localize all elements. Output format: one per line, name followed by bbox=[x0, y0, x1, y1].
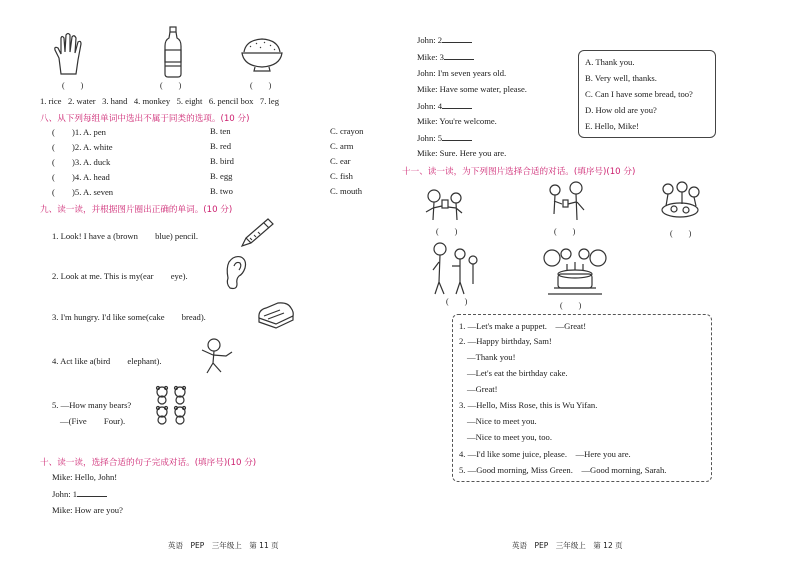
sec8-q[interactable]: ( )4. A. head bbox=[52, 172, 110, 182]
juice-kids-icon bbox=[544, 180, 588, 224]
sec8-q[interactable]: ( )1. A. pen bbox=[52, 127, 106, 137]
child-acting-icon bbox=[196, 336, 236, 378]
word-bank-item: 4. monkey bbox=[133, 96, 171, 106]
dialog-option: —Thank you! bbox=[467, 352, 516, 362]
dialog-option: —Great! bbox=[467, 384, 498, 394]
option-item: A. Thank you. bbox=[585, 57, 635, 67]
birthday-cake-icon bbox=[540, 246, 610, 298]
dialog-option: —Nice to meet you, too. bbox=[467, 432, 552, 442]
word-bank-item: 7. leg bbox=[259, 96, 279, 106]
sec8-c: C. arm bbox=[330, 141, 354, 151]
option-item: D. How old are you? bbox=[585, 105, 657, 115]
pencil-icon bbox=[240, 216, 276, 248]
dialog-line[interactable] bbox=[417, 34, 472, 45]
sec9-question-5a: 5. —How many bears? bbox=[52, 400, 132, 410]
dialog-line: Mike: Sure. Here you are. bbox=[417, 148, 507, 158]
ear-icon bbox=[224, 254, 248, 292]
option-item: E. Hello, Mike! bbox=[585, 121, 639, 131]
word-bank-item: 1. rice bbox=[40, 96, 62, 106]
sec9-question-4[interactable]: 4. Act like a(bird elephant). bbox=[52, 356, 162, 366]
sec8-b: B. ten bbox=[210, 126, 231, 136]
dialog-option: 4. —I'd like some juice, please. —Here you are. bbox=[459, 449, 631, 459]
picture-answer-paren[interactable]: ( ) bbox=[670, 229, 692, 238]
answer-blank[interactable] bbox=[444, 51, 474, 60]
dialog-line: Mike: Hello, John! bbox=[52, 472, 118, 482]
picture-answer-paren[interactable]: ( ) bbox=[446, 297, 468, 306]
option-item: C. Can I have some bread, too? bbox=[585, 89, 693, 99]
section-8-title: 八、从下列每组单词中选出不属于同类的选项。(10 分) bbox=[40, 114, 250, 124]
dialog-option: 1. —Let's make a puppet. —Great! bbox=[459, 321, 587, 331]
section-10-title: 十、读一读，选择合适的句子完成对话。(填序号)(10 分) bbox=[40, 458, 257, 468]
option-item: B. Very well, thanks. bbox=[585, 73, 657, 83]
word-bank bbox=[40, 96, 279, 106]
picture-answer-paren[interactable]: ( ) bbox=[160, 81, 182, 90]
answer-blank[interactable] bbox=[77, 488, 107, 497]
picture-answer-paren[interactable]: ( ) bbox=[62, 81, 84, 90]
answer-blank[interactable] bbox=[442, 100, 472, 109]
page-footer: 英语 PEP 三年级上 第 12 页 bbox=[512, 541, 623, 550]
dialog-option: —Nice to meet you. bbox=[467, 416, 537, 426]
sec8-q[interactable]: ( )2. A. white bbox=[52, 142, 113, 152]
dialog-line[interactable] bbox=[417, 132, 472, 143]
bears-icon bbox=[152, 384, 196, 428]
sec9-question-3[interactable]: 3. I'm hungry. I'd like some(cake bread). bbox=[52, 312, 206, 322]
sec8-c: C. ear bbox=[330, 156, 351, 166]
sec8-c: C. mouth bbox=[330, 186, 362, 196]
dialog-line: John: I'm seven years old. bbox=[417, 68, 507, 78]
dialog-option: —Let's eat the birthday cake. bbox=[467, 368, 568, 378]
two-kids-puppet-icon bbox=[422, 186, 468, 224]
dialogs-box bbox=[452, 314, 712, 482]
word-bank-item: 2. water bbox=[67, 96, 96, 106]
bread-icon bbox=[256, 300, 296, 330]
dialog-line[interactable] bbox=[52, 488, 107, 499]
dialog-option: 3. —Hello, Miss Rose, this is Wu Yifan. bbox=[459, 400, 598, 410]
word-bank-item: 6. pencil box bbox=[208, 96, 254, 106]
sec8-c: C. crayon bbox=[330, 126, 364, 136]
sec8-b: B. red bbox=[210, 141, 232, 151]
sec8-q[interactable]: ( )3. A. duck bbox=[52, 157, 111, 167]
picture-answer-paren[interactable]: ( ) bbox=[436, 227, 458, 236]
dialog-line-text: John: 4 bbox=[417, 101, 443, 111]
picture-answer-paren[interactable]: ( ) bbox=[554, 227, 576, 236]
answer-blank[interactable] bbox=[442, 132, 472, 141]
group-meal-icon bbox=[658, 180, 702, 222]
options-box bbox=[578, 50, 716, 138]
sec8-b: B. two bbox=[210, 186, 233, 196]
dialog-line-text: John: 2 bbox=[417, 35, 443, 45]
sec8-b: B. bird bbox=[210, 156, 234, 166]
sec8-q[interactable]: ( )5. A. seven bbox=[52, 187, 114, 197]
picture-answer-paren[interactable]: ( ) bbox=[250, 81, 272, 90]
section-11-title: 十一、读一读，为下列图片选择合适的对话。(填序号)(10 分) bbox=[402, 167, 636, 177]
hand-icon bbox=[52, 32, 86, 76]
section-9-title: 九、读一读，并根据图片圈出正确的单词。(10 分) bbox=[40, 205, 233, 215]
dialog-line-text: John: 5 bbox=[417, 133, 443, 143]
dialog-line[interactable] bbox=[417, 100, 472, 111]
sec8-b: B. egg bbox=[210, 171, 233, 181]
rice-bowl-icon bbox=[240, 36, 284, 72]
introduction-kids-icon bbox=[430, 240, 478, 296]
water-bottle-icon bbox=[162, 26, 184, 78]
page-footer: 英语 PEP 三年级上 第 11 页 bbox=[168, 541, 279, 550]
picture-answer-paren[interactable]: ( ) bbox=[560, 301, 582, 310]
sec9-question-5b[interactable]: —(Five Four). bbox=[60, 416, 126, 426]
dialog-line-text: John: 1 bbox=[52, 489, 78, 499]
answer-blank[interactable] bbox=[442, 34, 472, 43]
dialog-option: 5. —Good morning, Miss Green. —Good morning, Sarah. bbox=[459, 465, 667, 475]
dialog-line-text: Mike: 3 bbox=[417, 52, 444, 62]
word-bank-item: 5. eight bbox=[176, 96, 203, 106]
sec9-question-2[interactable]: 2. Look at me. This is my(ear eye). bbox=[52, 271, 188, 281]
dialog-line: Mike: Have some water, please. bbox=[417, 84, 527, 94]
sec8-c: C. fish bbox=[330, 171, 353, 181]
dialog-line: Mike: You're welcome. bbox=[417, 116, 497, 126]
dialog-line: Mike: How are you? bbox=[52, 505, 123, 515]
right-page bbox=[400, 0, 800, 566]
word-bank-item: 3. hand bbox=[102, 96, 128, 106]
dialog-option: 2. —Happy birthday, Sam! bbox=[459, 336, 552, 346]
sec9-question-1[interactable]: 1. Look! I have a (brown blue) pencil. bbox=[52, 231, 199, 241]
dialog-line[interactable] bbox=[417, 51, 474, 62]
